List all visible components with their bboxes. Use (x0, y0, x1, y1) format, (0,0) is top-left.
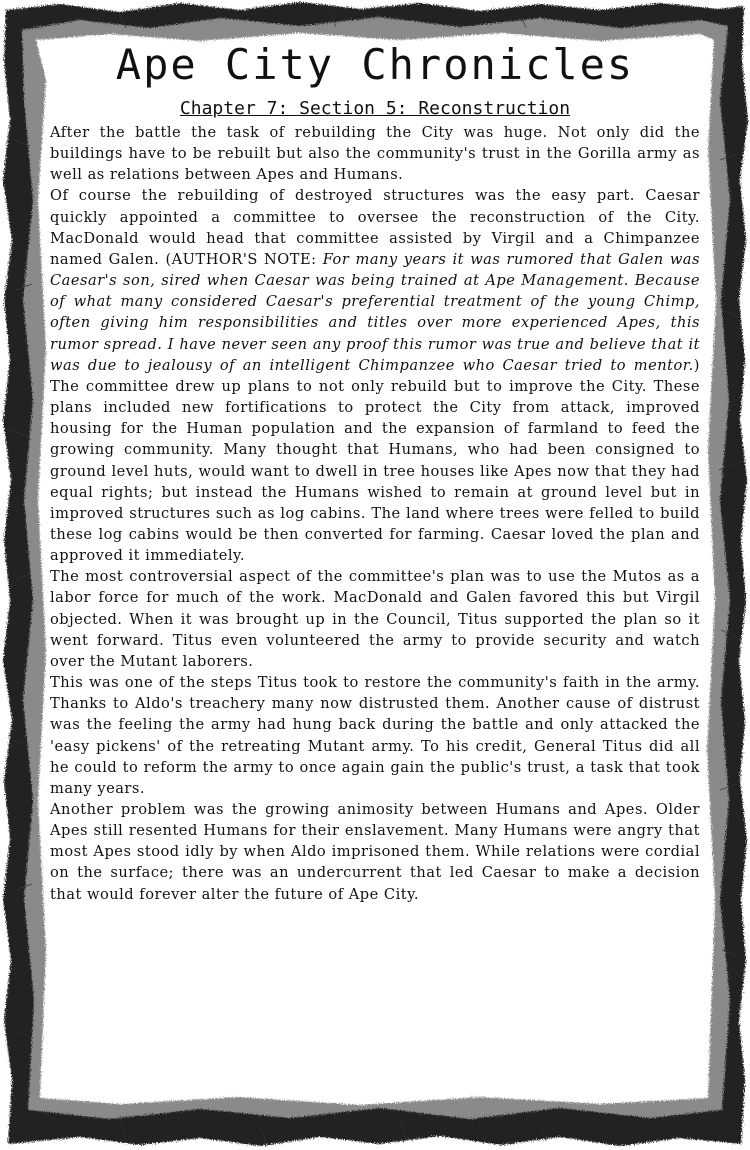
paragraph-2 (50, 185, 700, 566)
page-content (50, 36, 700, 1106)
paragraph-2-text: Of course the rebuilding of destroyed structures was the easy part. Caesar quickly appointed a committee to oversee the reconstruction of the City. MacDonald would head that committee assisted by Virgil and a Chimpanzee named Galen. (50, 187, 700, 268)
author-note-label: (AUTHOR'S NOTE: (165, 250, 323, 268)
paragraph-3: The most controversial aspect of the committee's plan was to use the Mutos as a labor force for much of the work. MacDonald and Galen favored this but Virgil objected. When it was brought up in the Council, Titus supported the plan so it went forward. Titus even volunteered the army to provide security and watch over the Mutant laborers. (50, 568, 700, 670)
author-note-text: For many years it was rumored that Galen was Caesar's son, sired when Caesar was being trained at Ape Management. Because of what many considered Caesar's preferential treatment of the young Chimp, often giving him responsibilities and titles over more experienced Apes, this rumor spread. I have never seen any proof this rumor was true and believe that it was due to jealousy of an intelligent Chimpanzee who Caesar tried to mentor. (50, 250, 700, 374)
author-note-close: ) (693, 356, 700, 374)
document-title: Ape City Chronicles (115, 40, 635, 89)
paragraph-5: Another problem was the growing animosity between Humans and Apes. Older Apes still resented Humans for their enslavement. Many Humans were angry that most Apes stood idly by when Aldo imprisoned them. While relations were cordial on the surface; there was an undercurrent that led Caesar to make a decision that would forever alter the future of Ape City. (50, 801, 700, 903)
document-body (50, 122, 700, 905)
chapter-heading: Chapter 7: Section 5: Reconstruction (179, 98, 571, 119)
paragraph-2-continuation: The committee drew up plans to not only rebuild but to improve the City. These plans included new fortifications to protect the City from attack, improved housing for the Human population and the expansion of farmland to feed the growing community. Many thought that Humans, who had been consigned to ground level huts, would want to dwell in tree houses like Apes now that they had equal rights; but instead the Humans wished to remain at ground level but in improved structures such as log cabins. The land where trees were felled to build these log cabins would be then converted for farming. Caesar loved the plan and approved it immediately. (50, 377, 700, 565)
paragraph-4: This was one of the steps Titus took to restore the community's faith in the army. Thanks to Aldo's treachery many now distrusted them. Another cause of distrust was the feeling the army had hung back during the battle and only attacked the 'easy pickens' of the retreating Mutant army. To his credit, General Titus did all he could to reform the army to once again gain the public's trust, a task that took many years. (50, 674, 700, 797)
paragraph-1: After the battle the task of rebuilding the City was huge. Not only did the buildings have to be rebuilt but also the community's trust in the Gorilla army as well as relations between Apes and Humans. (50, 124, 700, 184)
